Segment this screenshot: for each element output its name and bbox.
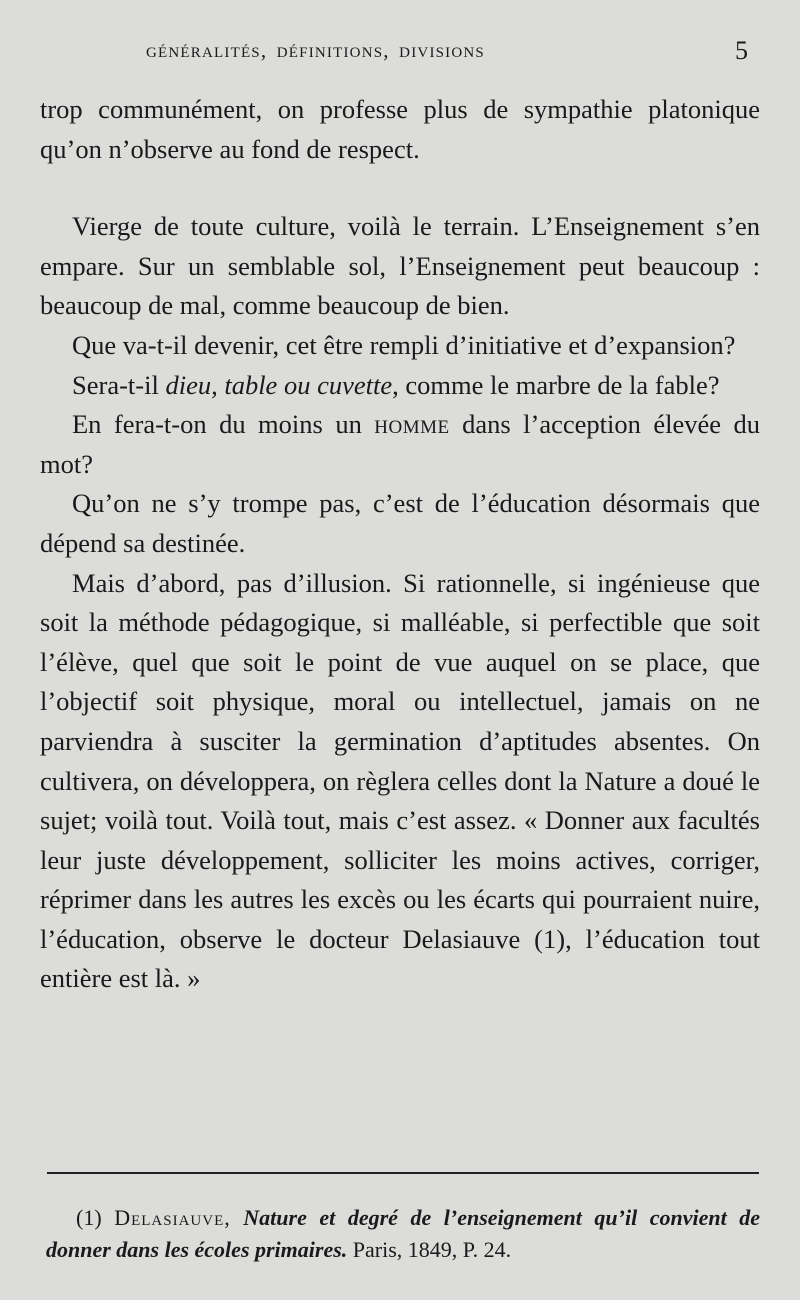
paragraph-terrain: Vierge de toute culture, voilà le terrain. L’Enseignement s’en empare. Sur un semblable sol, l’Enseignement peut beaucoup : beaucoup de mal, comme beaucoup de bien. bbox=[40, 211, 760, 321]
running-head bbox=[0, 38, 800, 70]
paragraph-text: En fera-t-on du moins un bbox=[72, 409, 375, 440]
footnote bbox=[46, 1202, 760, 1266]
paragraph-question-homme bbox=[40, 405, 760, 484]
footnote-author: Delasiauve, bbox=[114, 1205, 231, 1230]
body-text bbox=[40, 90, 760, 999]
italic-phrase: dieu, table ou cuvette bbox=[165, 369, 393, 400]
footnote-text bbox=[46, 1202, 760, 1266]
small-caps-word: homme bbox=[374, 409, 450, 440]
footnote-marker: (1) bbox=[76, 1205, 102, 1230]
page-number: 5 bbox=[735, 36, 748, 65]
paragraph-destinee: Qu’on ne s’y trompe pas, c’est de l’éducation désormais que dépend sa destinée. bbox=[40, 488, 760, 558]
paragraph-question-dieu bbox=[40, 366, 760, 406]
paragraph-question-devenir: Que va-t-il devenir, cet être rempli d’initiative et d’expansion? bbox=[72, 329, 736, 360]
paragraph-text: dans l’acception élevée du mot? bbox=[40, 409, 760, 479]
paragraph-text: Sera-t-il bbox=[72, 369, 166, 400]
paragraph-continuation: trop communément, on professe plus de sympathie platonique qu’on n’observe au fond de respect. bbox=[40, 94, 760, 164]
footnote-title: Nature et degré de l’enseignement qu’il convient de donner dans les écoles primaires. bbox=[46, 1205, 761, 1262]
footnote-citation: Paris, 1849, P. 24. bbox=[352, 1237, 512, 1262]
paragraph-text: , comme le marbre de la fable? bbox=[392, 369, 720, 400]
paragraph-illusion: Mais d’abord, pas d’illusion. Si rationnelle, si ingénieuse que soit la méthode pédagogique, si malléable, si perfectible que soit l’élève, quel que soit le point de vue auquel on se place, que l’objectif soit physique, moral ou intellectuel, jamais on ne parviendra à susciter la germination d’aptitudes absentes. On cultivera, on développera, on règlera celles dont la Nature a doué le sujet; voilà tout. Voilà tout, mais c’est assez. « Donner aux facultés leur juste développement, solliciter les moins actives, corriger, réprimer dans les autres les excès ou les écarts qui pourraient nuire, l’éducation, observe le docteur Delasiauve (1), l’éducation tout entière est là. » bbox=[40, 567, 760, 994]
running-head-title: généralités, définitions, divisions bbox=[146, 38, 485, 62]
footnote-divider bbox=[47, 1172, 759, 1174]
